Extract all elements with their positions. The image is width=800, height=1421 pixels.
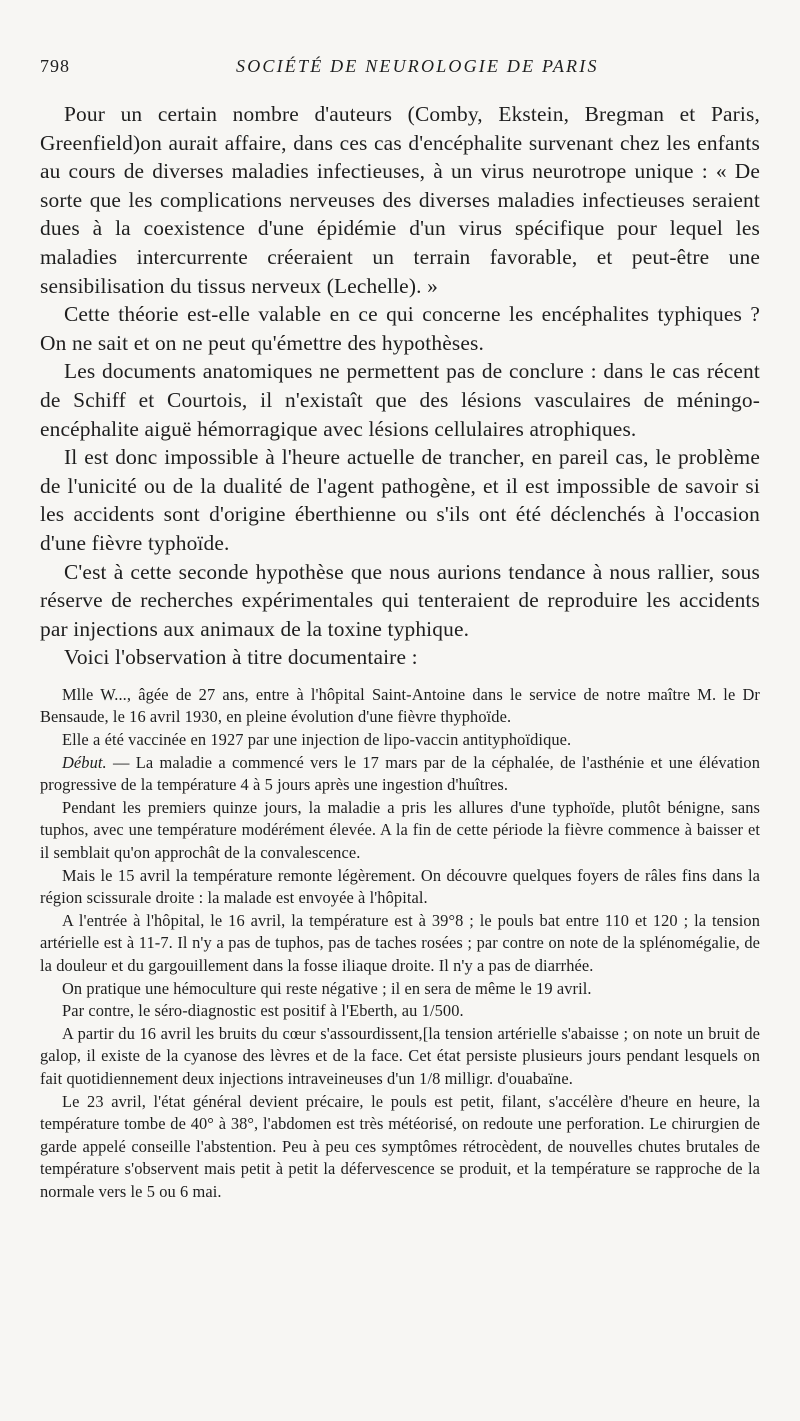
- debut-label: Début.: [62, 752, 107, 772]
- paragraph: C'est à cette seconde hypothèse que nous aurions tendance à nous rallier, sous réserve de recherches expérimentales qui tenteraient de reproduire les accidents par injections aux animaux de la toxine typhique.: [40, 559, 760, 641]
- paragraph: Voici l'observation à titre documentaire :: [64, 645, 418, 670]
- observation-paragraph: Mais le 15 avril la température remonte légèrement. On découvre quelques foyers de râles fins dans la région scissurale droite : la malade est envoyée à l'hôpital.: [40, 865, 760, 908]
- page: [40, 56, 760, 1204]
- paragraph: Les documents anatomiques ne permettent pas de conclure : dans le cas récent de Schiff et Courtois, il n'existaît que des lésions vasculaires de méningo-encéphalite aiguë hémorragique avec lésions cellulaires atrophiques.: [40, 359, 760, 441]
- page-header: [40, 56, 760, 90]
- observation-paragraph: Pendant les premiers quinze jours, la maladie a pris les allures d'une typhoïde, plutôt bénigne, sans tuphos, avec une température modérément élevée. A la fin de cette période la fièvre commence à baisser et il semblait qu'on approchât de la convalescence.: [40, 797, 760, 863]
- running-head: SOCIÉTÉ DE NEUROLOGIE DE PARIS: [236, 56, 599, 76]
- observation-paragraph: On pratique une hémoculture qui reste négative ; il en sera de même le 19 avril.: [62, 978, 592, 998]
- observation-paragraph: A l'entrée à l'hôpital, le 16 avril, la température est à 39°8 ; le pouls bat entre 110 et 120 ; la tension artérielle est à 11-7. Il n'y a pas de tuphos, pas de taches rosées ; par contre on note de la splénomégalie, de la douleur et du gargouillement dans la fosse iliaque droite. Il n'y a pas de diarrhée.: [40, 910, 760, 975]
- debut-text: — La maladie a commencé vers le 17 mars par de la céphalée, de l'asthénie et une élévation progressive de la température 4 à 5 jours après une ingestion d'huîtres.: [40, 752, 760, 795]
- paragraph: Pour un certain nombre d'auteurs (Comby, Ekstein, Bregman et Paris, Greenfield)on aurait affaire, dans ces cas d'encéphalite survenant chez les enfants au cours de diverses maladies infectieuses, à un virus neurotrope unique : « De sorte que les complications nerveuses des diverses maladies infectieuses seraient dues à la coexistence d'une épidémie d'un virus spécifique pour lequel les maladies intercurrente créeraient un terrain favorable, et peut-être une sensibilisation du tissus nerveux (Lechelle). »: [40, 102, 760, 298]
- observation-paragraph: Elle a été vaccinée en 1927 par une injection de lipo-vaccin antityphoïdique.: [62, 730, 572, 750]
- main-text: [40, 100, 760, 672]
- observation-paragraph: [40, 752, 760, 797]
- paragraph: Il est donc impossible à l'heure actuelle de trancher, en pareil cas, le problème de l'unicité ou de la dualité de l'agent pathogène, et il est impossible de savoir si les accidents sont d'origine éberthienne ou s'ils ont été déclenchés à l'occasion d'une fièvre typhoïde.: [40, 445, 760, 555]
- page-number: 798: [40, 56, 70, 76]
- observation-paragraph: Le 23 avril, l'état général devient précaire, le pouls est petit, filant, s'accélère d'heure en heure, la température tombe de 40° à 38°, l'abdomen est très météorisé, on redoute une perforation. Le chirurgien de garde appelé conseille l'abstention. Peu à peu ces symptômes rétrocèdent, de nouvelles chutes brutales de température s'observent mais petit à petit la défervescence se produit, et la température se rapproche de la normale vers le 5 ou 6 mai.: [40, 1091, 760, 1201]
- observation-paragraph: Par contre, le séro-diagnostic est positif à l'Eberth, au 1/500.: [62, 1001, 464, 1021]
- paragraph: Cette théorie est-elle valable en ce qui concerne les encéphalites typhiques ? On ne sait et on ne peut qu'émettre des hypothèses.: [40, 302, 760, 355]
- observation-text: [40, 684, 760, 1204]
- observation-paragraph: Mlle W..., âgée de 27 ans, entre à l'hôpital Saint-Antoine dans le service de notre maître M. le Dr Bensaude, le 16 avril 1930, en pleine évolution d'une fièvre thyphoïde.: [40, 684, 760, 727]
- observation-paragraph: A partir du 16 avril les bruits du cœur s'assourdissent,[la tension artérielle s'abaisse ; on note un bruit de galop, il existe de la cyanose des lèvres et de la face. Cet état persiste plusieurs jours pendant lesquels on fait quotidiennement deux injections intraveineuses d'un 1/8 milligr. d'ouabaïne.: [40, 1023, 760, 1088]
